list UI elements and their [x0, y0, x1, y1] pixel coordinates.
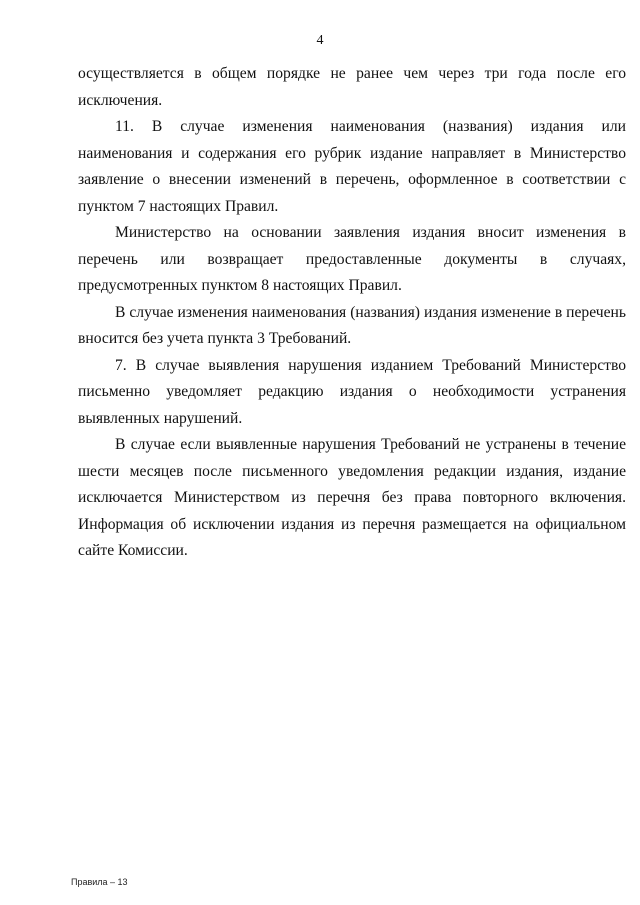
paragraph-item-11: 11. В случае изменения наименования (названия) издания или наименования и содержания его рубрик издание направляет в Министерство заявление о внесении изменений в перечень, оформленное в соответствии с пунктом 7 настоящих Правил.	[78, 118, 626, 215]
paragraph-exclusion: В случае если выявленные нарушения Требований не устранены в течение шести месяцев после письменного уведомления редакции издания, издание исключается Министерством из перечня без права повторного включения. Информация об исключении издания из перечня размещается на официальном сайте Комиссии.	[78, 436, 626, 559]
footer-label: Правила – 13	[71, 877, 128, 887]
paragraph-continuation: осуществляется в общем порядке не ранее чем через три года после его исключения.	[78, 65, 626, 109]
page-number: 4	[316, 33, 324, 48]
paragraph-item-7: 7. В случае выявления нарушения изданием Требований Министерство письменно уведомляет редакцию издания о необходимости устранения выявленных нарушений.	[78, 356, 626, 427]
document-body	[78, 61, 626, 565]
paragraph-ministry-changes: Министерство на основании заявления издания вносит изменения в перечень или возвращает предоставленные документы в случаях, предусмотренных пунктом 8 настоящих Правил.	[78, 224, 626, 294]
paragraph-name-change: В случае изменения наименования (названия) издания изменение в перечень вносится без учета пункта 3 Требований.	[78, 303, 626, 347]
